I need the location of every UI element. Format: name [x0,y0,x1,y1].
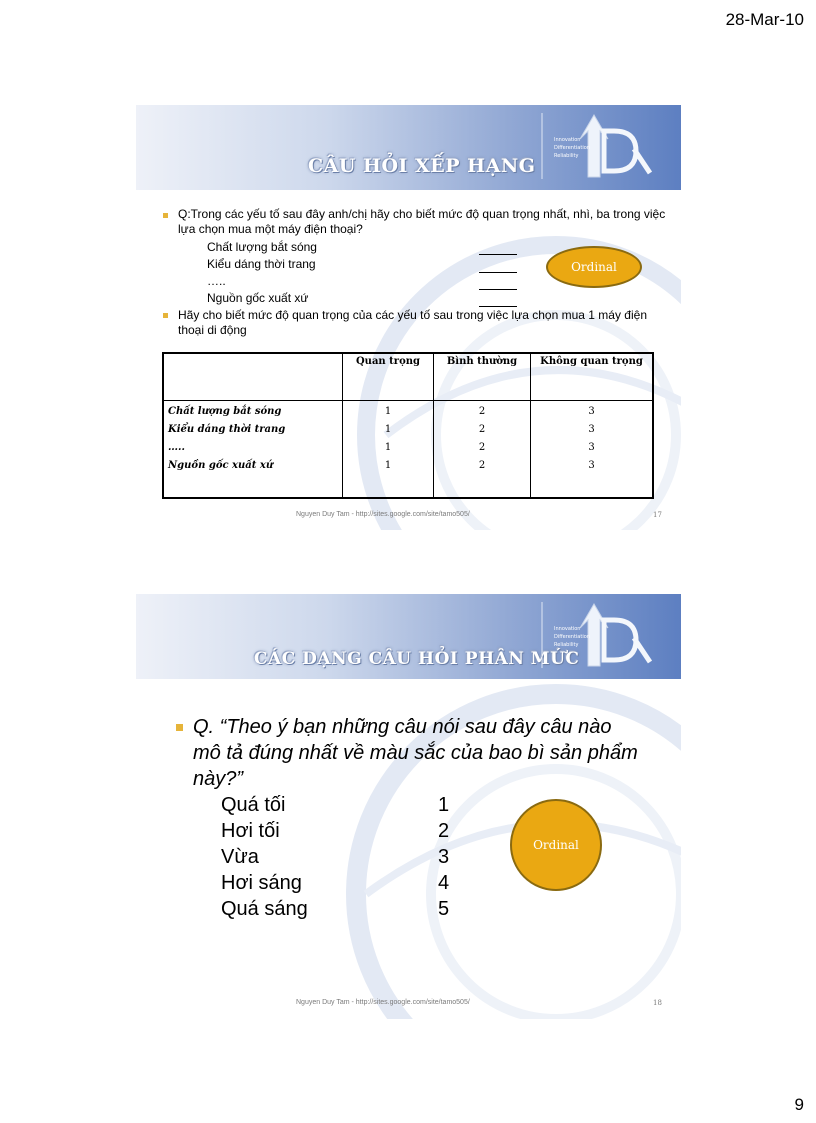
logo-text-1: Innovation [554,626,581,632]
table-header-row [163,353,653,401]
option-value: 1 [438,794,450,816]
cell-value: 1 [384,460,392,471]
cell-value: 3 [588,406,595,417]
row-labels [163,401,343,499]
table-row [163,401,653,499]
cell-value: 3 [588,442,595,453]
item-1: Chất lượng bắt sóng [207,240,317,254]
option-value: 4 [438,872,450,894]
slide-17 [136,105,681,530]
option-label: Hơi sáng [221,872,302,894]
slide-title: CÂU HỎI XẾP HẠNG [308,155,536,177]
option-value: 3 [438,846,450,868]
option-label: Quá sáng [221,898,308,920]
logo-text-1: Innovation [554,137,581,143]
cell-value: 2 [478,424,486,435]
cell-value: 3 [588,424,595,435]
logo-text-2: Differentiation [554,634,590,640]
option-value: 5 [438,898,450,920]
ranking-table [162,352,654,499]
answer-blank [479,271,517,273]
col-binh-thuong [434,401,531,499]
slide-number: 17 [653,511,662,519]
logo-text-3: Reliability [554,642,579,648]
answer-blank [479,288,517,290]
slide-number: 18 [653,999,662,1007]
cell-value: 1 [384,406,392,417]
idr-logo-icon [540,109,660,183]
cell-value: 2 [478,406,486,417]
question2-text: Hãy cho biết mức độ quan trọng của các yếu tố sau trong việc lựa chọn mua 1 máy điện thoại di động [178,308,647,337]
bullet-icon [176,724,183,731]
row-label: Nguồn gốc xuất xứ [168,460,274,471]
table-header [163,353,343,401]
table-header: Quan trọng [343,353,434,401]
bullet-icon [163,213,168,218]
col-quan-trong [343,401,434,499]
table-header: Không quan trọng [531,353,654,401]
item-3: ….. [207,274,226,288]
slide-title: CÁC DẠNG CÂU HỎI PHÂN MỨC [254,649,580,669]
cell-value: 3 [588,460,595,471]
option-label: Vừa [221,846,259,868]
logo-text-2: Differentiation [554,145,590,151]
bullet-icon [163,313,168,318]
answer-blank [479,253,517,255]
page-number: 9 [794,1095,804,1114]
ordinal-badge: Ordinal [510,799,602,891]
cell-value: 1 [384,424,392,435]
slide-footer: Nguyen Duy Tam - http://sites.google.com/site/tamo505/ [296,511,470,518]
row-label: ….. [168,442,185,453]
item-2: Kiểu dáng thời trang [207,257,316,271]
question-text: Q. “Theo ý bạn những câu nói sau đây câu nào mô tả đúng nhất về màu sắc của bao bì sản phẩm này?” [193,716,638,790]
row-label: Chất lượng bắt sóng [168,406,282,417]
cell-value: 1 [384,442,392,453]
option-value: 2 [438,820,450,842]
slide-footer: Nguyen Duy Tam - http://sites.google.com/site/tamo505/ [296,999,470,1006]
ordinal-badge: Ordinal [546,246,642,288]
option-label: Quá tối [221,794,286,816]
page-date: 28-Mar-10 [725,10,804,29]
logo-text-3: Reliability [554,153,579,159]
table-header: Bình thường [434,353,531,401]
option-label: Hơi tối [221,820,280,842]
cell-value: 2 [478,460,486,471]
item-4: Nguồn gốc xuất xứ [207,291,309,305]
col-khong-quan-trong [531,401,654,499]
row-label: Kiểu dáng thời trang [168,424,286,435]
idr-logo-icon [540,598,660,672]
cell-value: 2 [478,442,486,453]
slide-18 [136,594,681,1019]
question-text: Q:Trong các yếu tố sau đây anh/chị hãy cho biết mức độ quan trọng nhất, nhì, ba trong việc lựa chọn mua một máy điện thoại? [178,207,666,236]
answer-blank [479,305,517,307]
